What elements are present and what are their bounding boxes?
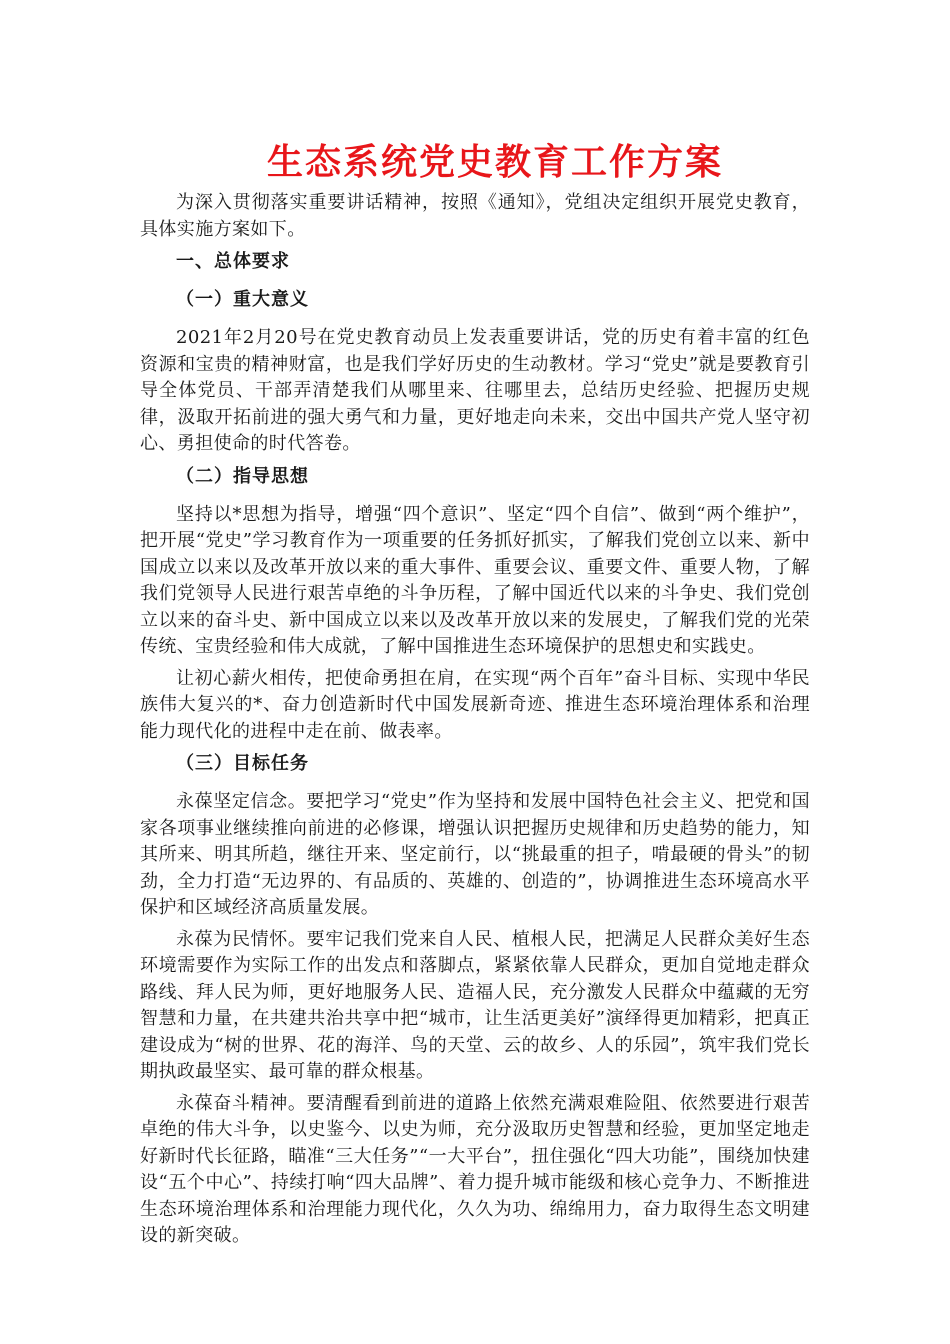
document-title: 生态系统党史教育工作方案 bbox=[266, 141, 723, 183]
subsection-heading-significance: （一）重大意义 bbox=[176, 289, 309, 310]
subsection-heading-goals-tasks: （三）目标任务 bbox=[176, 753, 309, 774]
subsection-heading-guiding-ideology: （二）指导思想 bbox=[176, 465, 309, 487]
paragraph-goals-struggle: 永葆奋斗精神。要清醒看到前进的道路上依然充满艰难险阻、依然要进行艰苦卓绝的伟大斗争，以史鉴今、以史为师，充分汲取历史智慧和经验，更加坚定地走好新时代长征路，瞄准“三大任务”“一大平台”，扭住强化“四大功能”，围绕加快建设“五个中心”、持续打响“四大品牌”、着力提升城市能级和核心竞争力、不断推进生态环境治理体系和治理能力现代化，久久为功、绵绵用力，奋力取得生态文明建设的新突破。 bbox=[140, 1092, 810, 1246]
paragraph-significance: 2021年2月20号在党史教育动员上发表重要讲话，党的历史有着丰富的红色资源和宝贵的精神财富，也是我们学好历史的生动教材。学习“党史”就是要教育引导全体党员、干部弄清楚我们从哪里来、往哪里去，总结历史经验、把握历史规律，汲取开拓前进的强大勇气和力量，更好地走向未来，交出中国共产党人坚守初心、勇担使命的时代答卷。 bbox=[140, 327, 810, 454]
paragraph-goals-people: 永葆为民情怀。要牢记我们党来自人民、植根人民，把满足人民群众美好生态环境需要作为实际工作的出发点和落脚点，紧紧依靠人民群众，更加自觉地走群众路线、拜人民为师，更好地服务人民、造福人民，充分激发人民群众中蕴藏的无穷智慧和力量，在共建共治共享中把“城市，让生活更美好”演绎得更加精彩，把真正建设成为“树的世界、花的海洋、鸟的天堂、云的故乡、人的乐园”，筑牢我们党长期执政最坚实、最可靠的群众根基。 bbox=[140, 928, 810, 1082]
intro-paragraph: 为深入贯彻落实重要讲话精神，按照《通知》，党组决定组织开展党史教育，具体实施方案如下。 bbox=[140, 192, 810, 240]
document-page bbox=[140, 138, 810, 1255]
paragraph-goals-firm-belief: 永葆坚定信念。要把学习“党史”作为坚持和发展中国特色社会主义、把党和国家各项事业继续推向前进的必修课，增强认识把握历史规律和历史趋势的能力，知其所来、明其所趋，继往开来、坚定前行，以“挑最重的担子，啃最硬的骨头”的韧劲，全力打造“无边界的、有品质的、英雄的、创造的”，协调推进生态环境高水平保护和区域经济高质量发展。 bbox=[140, 791, 810, 918]
paragraph-guiding-ideology-2: 让初心薪火相传，把使命勇担在肩，在实现“两个百年”奋斗目标、实现中华民族伟大复兴的*、奋力创造新时代中国发展新奇迹、推进生态环境治理体系和治理能力现代化的进程中走在前、做表率。 bbox=[140, 667, 810, 742]
section-heading-general-requirements: 一、总体要求 bbox=[176, 251, 290, 272]
paragraph-guiding-ideology-1: 坚持以*思想为指导，增强“四个意识”、坚定“四个自信”、做到“两个维护”，把开展“党史”学习教育作为一项重要的任务抓好抓实，了解我们党创立以来、新中国成立以来以及改革开放以来的重大事件、重要会议、重要文件、重要人物，了解我们党领导人民进行艰苦卓绝的斗争历程，了解中国近代以来的斗争史、我们党创立以来的奋斗史、新中国成立以来以及改革开放以来的发展史，了解我们党的光荣传统、宝贵经验和伟大成就，了解中国推进生态环境保护的思想史和实践史。 bbox=[140, 503, 810, 657]
